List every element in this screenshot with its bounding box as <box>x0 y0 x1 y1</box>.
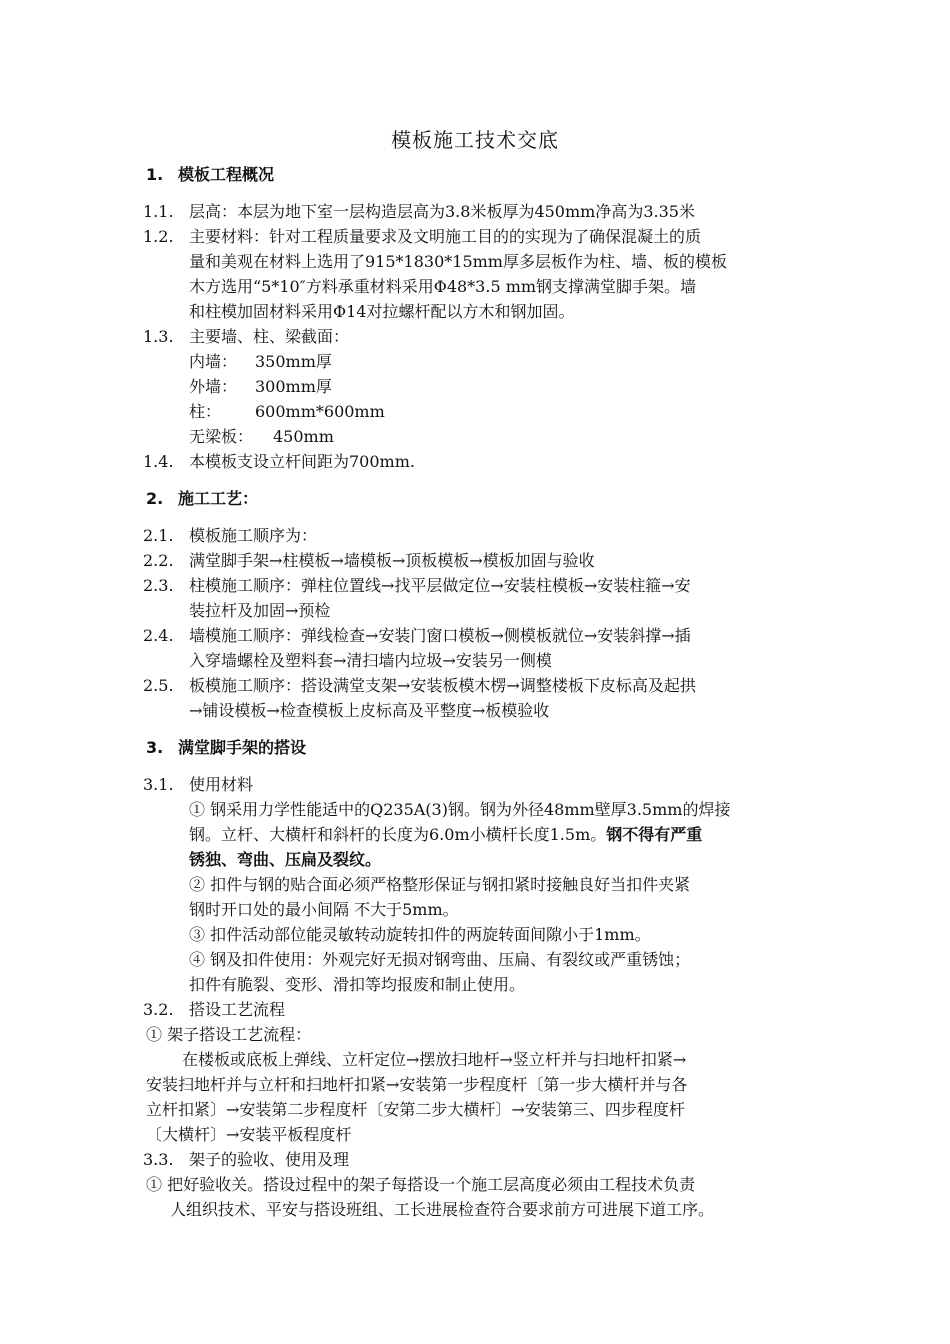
item-text: 模板施工顺序为： <box>189 526 318 545</box>
item-3-1 <box>143 772 253 797</box>
item-text: 层高：本层为地下室一层构造层高为3.8米板厚为450mm净高为3.35米 <box>189 202 695 221</box>
item-number: 2.4. <box>143 626 174 645</box>
section-row-outer-wall <box>189 374 332 399</box>
process-line-4: 〔大横杆〕→安装平板程度杆 <box>146 1125 352 1144</box>
item-3-3 <box>143 1147 349 1172</box>
material-warning-line-2: 锈独、弯曲、压扁及裂纹。 <box>189 850 382 869</box>
item-2-3 <box>143 573 691 598</box>
acceptance-line-1: ① 把好验收关。搭设过程中的架子每搭设一个施工层高度必须由工程技术负责 <box>146 1175 696 1194</box>
item-text: 使用材料 <box>189 775 254 794</box>
item-2-4 <box>143 623 691 648</box>
item-text: 主要墙、柱、梁截面： <box>189 327 350 346</box>
document-title: 模板施工技术交底 <box>391 128 559 152</box>
section-row-inner-wall <box>189 349 332 374</box>
item-2-5 <box>143 673 696 698</box>
item-number: 2.5. <box>143 676 174 695</box>
row-label: 外墙： <box>189 377 238 396</box>
item-1-3 <box>143 324 349 349</box>
section-row-flat-slab <box>189 424 334 449</box>
section-row-column <box>189 399 385 424</box>
item-text: 搭设工艺流程 <box>189 1000 286 1019</box>
process-line-2: 安装扫地杆并与立杆和扫地杆扣紧→安装第一步程度杆〔第一步大横杆并与各 <box>146 1075 688 1094</box>
item-2-4-line-2: 入穿墙螺栓及塑料套→清扫墙内垃圾→安装另一侧模 <box>189 651 552 670</box>
item-number: 1.1. <box>143 202 174 221</box>
item-1-2-line-4: 和柱模加固材料采用Φ14对拉螺杆配以方木和钢加固。 <box>189 302 575 321</box>
material-point-2: ② 扣件与钢的贴合面必须严格整形保证与钢扣紧时接触良好当扣件夹紧 <box>189 875 691 894</box>
row-label: 柱： <box>189 402 222 421</box>
section-number: 3. <box>146 738 164 757</box>
item-2-1 <box>143 523 317 548</box>
item-text: 本模板支设立杆间距为700mm. <box>189 452 415 471</box>
process-line-3: 立杆扣紧〕→安装第二步程度杆〔安第二步大横杆〕→安装第三、四步程度杆 <box>146 1100 685 1119</box>
section-number: 1. <box>146 165 164 184</box>
item-number: 1.2. <box>143 227 174 246</box>
item-number: 3.3. <box>143 1150 174 1169</box>
row-value: 350mm厚 <box>255 352 332 371</box>
acceptance-line-2: 人组织技术、平安与搭设班组、工长进展检查符合要求前方可进展下道工序。 <box>170 1200 715 1219</box>
item-1-4 <box>143 449 415 474</box>
item-number: 3.2. <box>143 1000 174 1019</box>
row-value: 600mm*600mm <box>255 402 385 421</box>
section-title: 满堂脚手架的搭设 <box>178 738 307 757</box>
item-1-1 <box>143 199 695 224</box>
row-value: 450mm <box>273 427 334 446</box>
section-title: 施工工艺： <box>178 489 259 508</box>
row-label: 内墙： <box>189 352 238 371</box>
section-number: 2. <box>146 489 164 508</box>
material-text: 钢。立杆、大横杆和斜杆的长度为6.0m小横杆长度1.5m。 <box>189 825 607 844</box>
item-number: 2.2. <box>143 551 174 570</box>
process-heading: ① 架子搭设工艺流程： <box>146 1025 312 1044</box>
item-text: 满堂脚手架→柱模板→墙模板→顶板模板→模板加固与验收 <box>189 551 595 570</box>
section-3-heading <box>146 735 306 760</box>
process-line-1: 在楼板或底板上弹线、立杆定位→摆放扫地杆→竖立杆并与扫地杆扣紧→ <box>182 1050 687 1069</box>
item-1-2-line-2: 量和美观在材料上选用了915*1830*15mm厚多层板作为柱、墙、板的模板 <box>189 252 727 271</box>
material-point-4-line-2: 扣件有脆裂、变形、滑扣等均报废和制止使用。 <box>189 975 526 994</box>
item-2-3-line-2: 装拉杆及加固→预检 <box>189 601 331 620</box>
material-point-4: ④ 钢及扣件使用：外观完好无损对钢弯曲、压扁、有裂纹或严重锈蚀； <box>189 950 691 969</box>
item-3-2 <box>143 997 285 1022</box>
item-1-2-line-3: 木方选用“5*10″方料承重材料采用Φ48*3.5 mm钢支撑满堂脚手架。墙 <box>189 277 697 296</box>
material-warning: 钢不得有严重 <box>606 825 703 844</box>
material-point-2-line-2: 钢时开口处的最小间隔 不大于5mm。 <box>189 900 459 919</box>
item-text: 架子的验收、使用及理 <box>189 1150 350 1169</box>
row-label: 无梁板： <box>189 427 254 446</box>
item-number: 1.3. <box>143 327 174 346</box>
item-number: 1.4. <box>143 452 174 471</box>
section-2-heading <box>146 486 258 511</box>
material-point-1-line-2 <box>189 822 702 847</box>
section-1-heading <box>146 162 274 187</box>
item-text: 柱模施工顺序：弹柱位置线→找平层做定位→安装柱模板→安装柱箍→安 <box>189 576 691 595</box>
item-text: 墙模施工顺序：弹线检查→安装门窗口模板→侧模板就位→安装斜撑→插 <box>189 626 691 645</box>
row-value: 300mm厚 <box>255 377 332 396</box>
material-point-3: ③ 扣件活动部位能灵敏转动旋转扣件的两旋转面间隙小于1mm。 <box>189 925 651 944</box>
item-text: 主要材料：针对工程质量要求及文明施工目的的实现为了确保混凝土的质 <box>189 227 702 246</box>
item-text: 板模施工顺序：搭设满堂支架→安装板模木楞→调整楼板下皮标高及起拱 <box>189 676 696 695</box>
material-point-1: ① 钢采用力学性能适中的Q235A(3)钢。钢为外径48mm壁厚3.5mm的焊接 <box>189 800 731 819</box>
section-title: 模板工程概况 <box>178 165 275 184</box>
item-1-2 <box>143 224 701 249</box>
item-2-2 <box>143 548 595 573</box>
item-number: 2.1. <box>143 526 174 545</box>
item-2-5-line-2: →铺设模板→检查模板上皮标高及平整度→板模验收 <box>189 701 550 720</box>
item-number: 3.1. <box>143 775 174 794</box>
item-number: 2.3. <box>143 576 174 595</box>
